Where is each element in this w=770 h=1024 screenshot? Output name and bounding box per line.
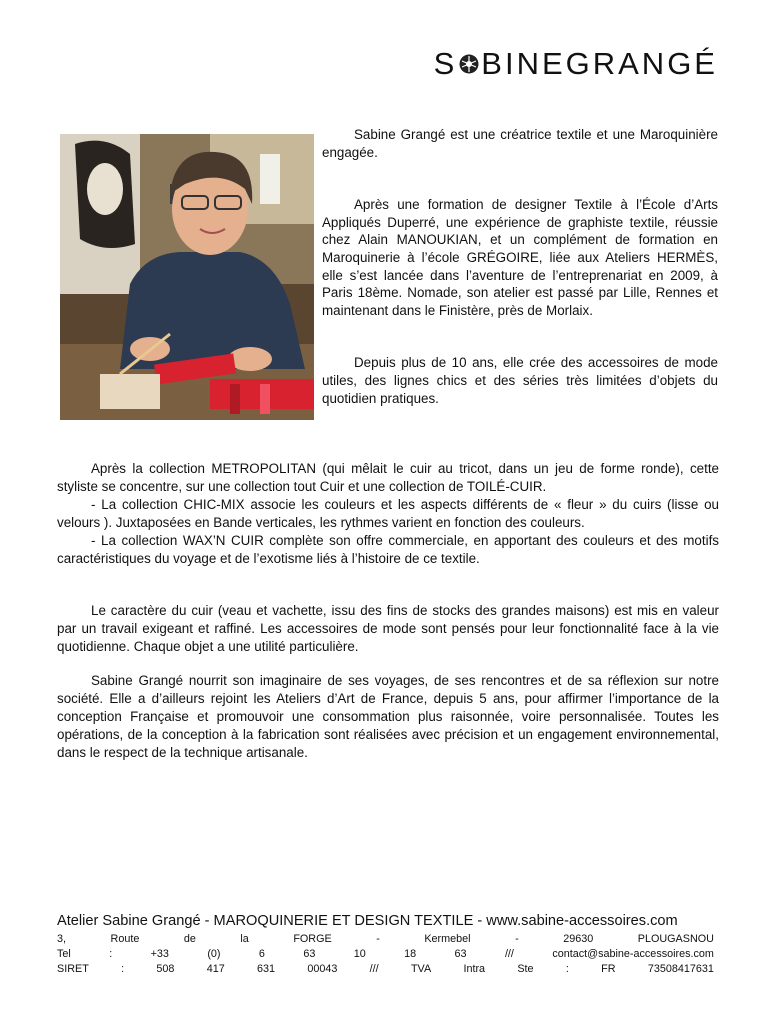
intro-column (322, 126, 718, 425)
brand-logo (434, 46, 718, 82)
footer (57, 912, 714, 977)
intro-paragraph: Depuis plus de 10 ans, elle crée des accessoires de mode utiles, des lignes chics et des séries très limitées d’objets du quotidien pratiques. (322, 355, 718, 406)
footer-word: (0) (207, 948, 221, 960)
body-paragraph: Sabine Grangé nourrit son imaginaire de ses voyages, de ses rencontres et de sa réflexion sur notre société. Elle a d’ailleurs rejoint les Ateliers d’Art de France, depuis 5 ans, pour affirmer l’importance de la conception Française et promouvoir une consommation plus raisonnée, voire personnalisée. Toutes les opérations, de la conception à la fabrication sont réalisées avec précision et un engagement environnemental, dans le respect de la technique artisanale. (57, 673, 719, 760)
logo-text-end: BINEGRANGÉ (481, 46, 718, 81)
footer-word: TVA (410, 963, 432, 975)
footer-tel (57, 947, 714, 962)
footer-word: /// (369, 963, 379, 975)
footer-word: PLOUGASNOU (637, 933, 714, 945)
footer-word: - (376, 933, 380, 945)
footer-word: 3, (57, 933, 67, 945)
footer-word: 508 (156, 963, 175, 975)
footer-word: 631 (257, 963, 276, 975)
body-paragraph: - La collection WAX’N CUIR complète son offre commerciale, en apportant des couleurs et des motifs caractéristiques du voyage et de l’exotisme liés à l’histoire de ce textile. (57, 533, 719, 566)
footer-word: 00043 (307, 963, 338, 975)
footer-word: Tel (57, 948, 71, 960)
logo-text-start: S (433, 46, 458, 81)
footer-word: +33 (150, 948, 169, 960)
intro-paragraph: Sabine Grangé est une créatrice textile et une Maroquinière engagée. (322, 127, 718, 160)
body-paragraph: Après la collection METROPOLITAN (qui mêlait le cuir au tricot, dans un jeu de forme ronde), cette styliste se concentre, sur une collection tout Cuir et une collection de TOILÉ-CUIR. (57, 461, 719, 494)
footer-word: - (515, 933, 519, 945)
footer-word: SIRET (57, 963, 89, 975)
footer-word: FORGE (293, 933, 332, 945)
footer-word: 73508417631 (647, 963, 714, 975)
body-paragraph: - La collection CHIC-MIX associe les couleurs et les aspects différents de « fleur » du cuirs (lisse ou velours ). Juxtaposées en Bande verticales, les rythmes varient en fonction des couleurs. (57, 497, 719, 530)
body-text (57, 460, 719, 762)
footer-word: 417 (206, 963, 225, 975)
body-paragraph: Le caractère du cuir (veau et vachette, issu des fins de stocks des grandes maisons) est mis en valeur par un travail exigeant et raffiné. Les accessoires de mode sont pensés pour leur fonctionnalité face à la vie quotidienne. Chaque objet a une utilité particulière. (57, 603, 719, 654)
footer-word: de (183, 933, 196, 945)
footer-word: 18 (404, 948, 417, 960)
footer-word: 6 (258, 948, 265, 960)
footer-word: /// (504, 948, 514, 960)
footer-email: contact@sabine-accessoires.com (552, 948, 714, 960)
footer-siret (57, 962, 714, 977)
footer-word: 63 (303, 948, 316, 960)
footer-word: : (121, 963, 125, 975)
footer-address (57, 932, 714, 947)
footer-word: Route (110, 933, 140, 945)
footer-word: : (109, 948, 113, 960)
footer-main-line: Atelier Sabine Grangé - MAROQUINERIE ET DESIGN TEXTILE - www.sabine-accessoires.com (57, 913, 678, 929)
footer-word: FR (601, 963, 616, 975)
intro-paragraph: Après une formation de designer Textile à l’École d’Arts Appliqués Duperré, une expérience de graphiste textile, réussie chez Alain MANOUKIAN, et un complément de formation en Maroquinerie à l’école GRÉGOIRE, liée aux Ateliers HERMÈS, elle s’est lancée dans l’aventure de l’entreprenariat en 2009, à Paris 18ème. Nomade, son atelier est passé par Lille, Rennes et maintenant dans le Finistère, près de Morlaix. (322, 197, 718, 318)
footer-word: 10 (353, 948, 366, 960)
footer-word: : (565, 963, 569, 975)
footer-word: la (240, 933, 249, 945)
footer-word: Kermebel (424, 933, 471, 945)
footer-word: 29630 (563, 933, 594, 945)
footer-word: Ste (517, 963, 534, 975)
portrait-photo (60, 134, 314, 420)
footer-word: Intra (463, 963, 486, 975)
footer-word: 63 (454, 948, 467, 960)
shell-icon (458, 53, 480, 75)
